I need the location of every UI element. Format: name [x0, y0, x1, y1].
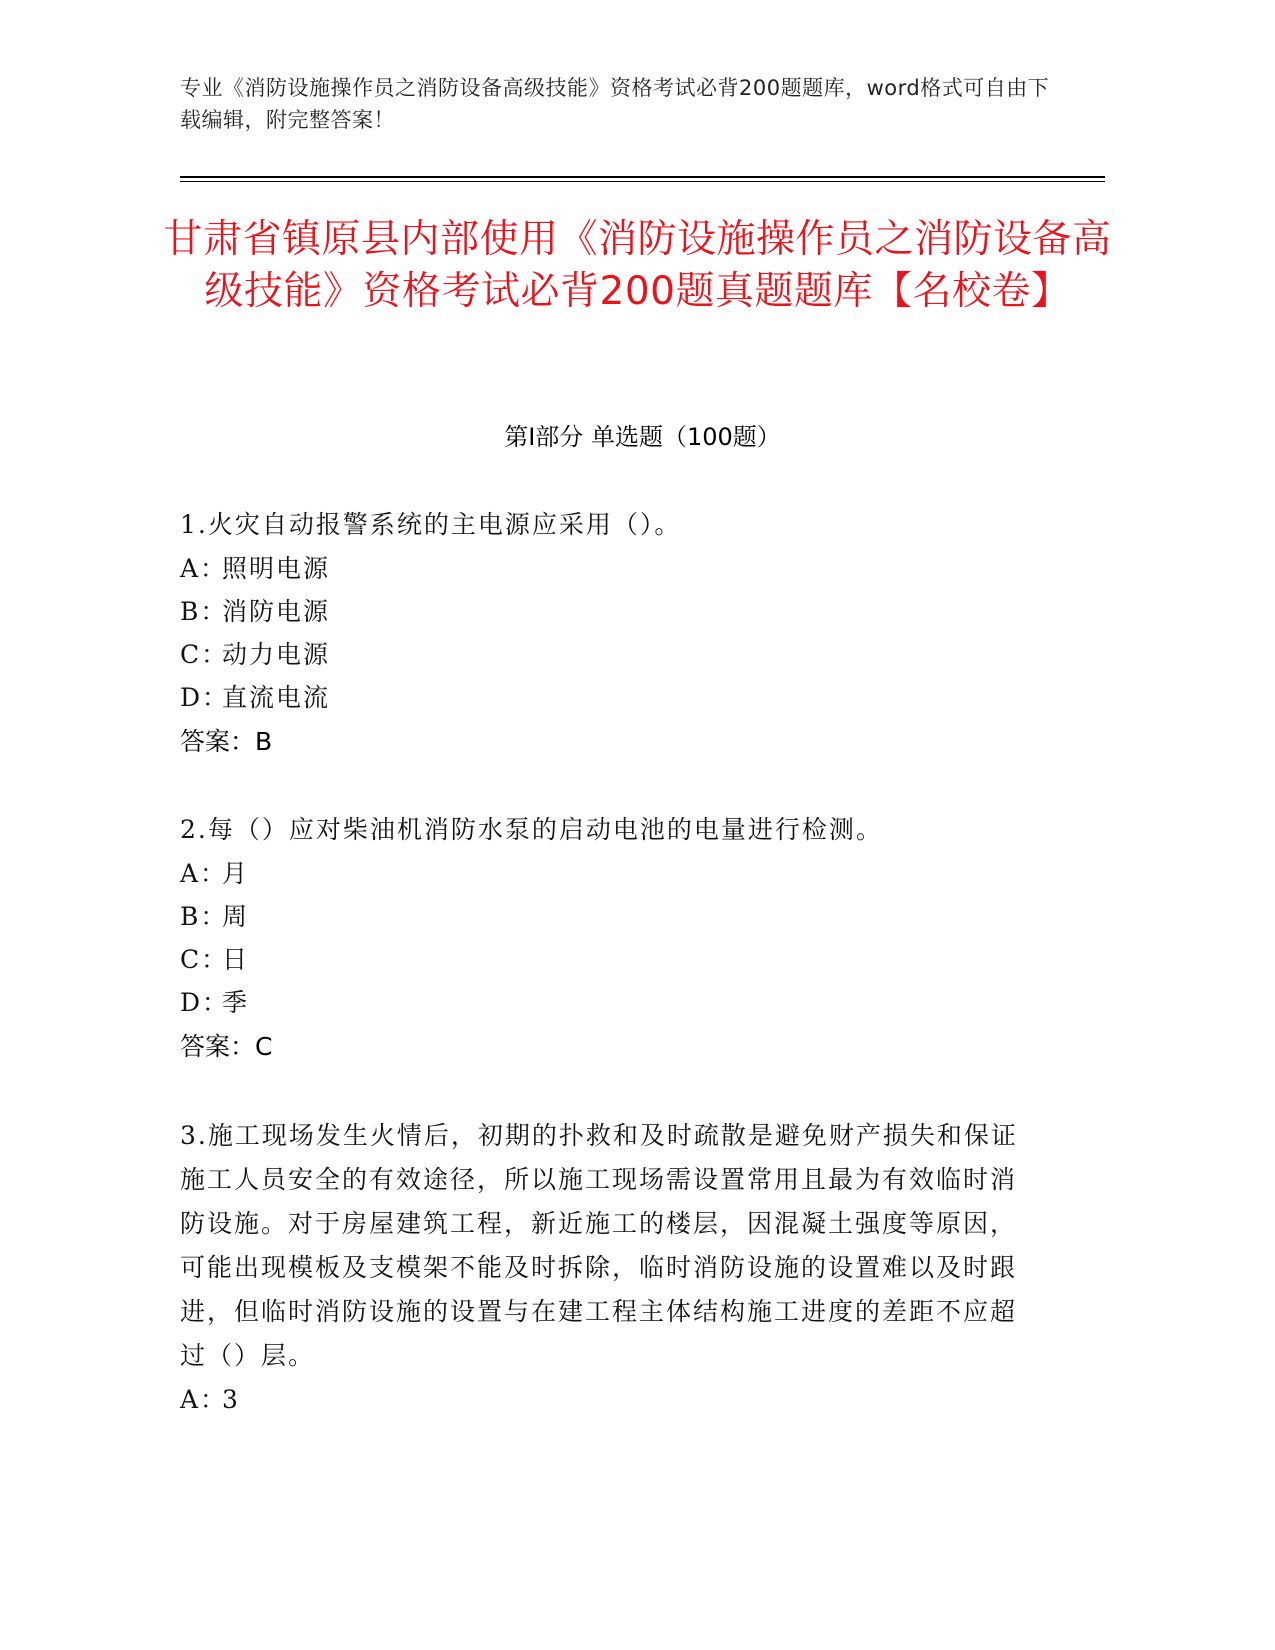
answer-value: B — [255, 727, 273, 756]
answer-line — [180, 719, 1040, 765]
option-c — [180, 938, 1040, 981]
option-text: 直流电流 — [222, 683, 331, 712]
option-d — [180, 676, 1040, 719]
answer-prefix: 答案： — [180, 1032, 256, 1061]
option-key: D： — [180, 988, 230, 1017]
question-stem: 1.火灾自动报警系统的主电源应采用（）。 — [180, 510, 682, 539]
question-1 — [180, 503, 1040, 765]
option-a — [180, 852, 1040, 895]
section-heading: 第I部分 单选题（100题） — [504, 423, 781, 451]
option-key: C： — [180, 640, 229, 669]
document-title: 甘肃省镇原县内部使用《消防设施操作员之消防设备高级技能》资格考试必背200题真题题库【名校卷】 — [163, 217, 1112, 314]
option-text: 周 — [222, 902, 250, 931]
question-3 — [180, 1114, 1040, 1421]
header-rule-thick — [180, 176, 1105, 178]
option-key: A： — [180, 1385, 228, 1414]
option-b — [180, 895, 1040, 938]
header-rule-thin — [180, 181, 1105, 182]
option-key: A： — [180, 859, 228, 888]
option-key: B： — [180, 597, 228, 626]
option-a — [180, 1378, 1040, 1421]
option-text: 消防电源 — [222, 597, 331, 626]
option-text: 动力电源 — [222, 640, 331, 669]
option-text: 日 — [222, 945, 250, 974]
option-b — [180, 590, 1040, 633]
option-d — [180, 981, 1040, 1024]
option-text: 月 — [222, 859, 250, 888]
option-key: C： — [180, 945, 229, 974]
question-2 — [180, 808, 1040, 1070]
answer-prefix: 答案： — [180, 727, 256, 756]
option-text: 3 — [222, 1385, 240, 1414]
option-key: D： — [180, 683, 230, 712]
option-key: A： — [180, 554, 228, 583]
question-stem: 3.施工现场发生火情后，初期的扑救和及时疏散是避免财产损失和保证施工人员安全的有效途径，所以施工现场需设置常用且最为有效临时消防设施。对于房屋建筑工程，新近施工的楼层，因混凝土强度等原因，可能出现模板及支模架不能及时拆除，临时消防设施的设置难以及时跟进，但临时消防设施的设置与在建工程主体结构施工进度的差距不应超过（）层。 — [180, 1121, 1018, 1370]
header-note: 专业《消防设施操作员之消防设备高级技能》资格考试必背200题题库，word格式可自由下载编辑，附完整答案！ — [180, 76, 1050, 132]
option-text: 季 — [222, 988, 250, 1017]
question-stem: 2.每（）应对柴油机消防水泵的启动电池的电量进行检测。 — [180, 815, 883, 844]
option-a — [180, 547, 1040, 590]
option-c — [180, 633, 1040, 676]
option-text: 照明电源 — [222, 554, 331, 583]
answer-value: C — [255, 1032, 273, 1061]
option-key: B： — [180, 902, 228, 931]
answer-line — [180, 1024, 1040, 1070]
